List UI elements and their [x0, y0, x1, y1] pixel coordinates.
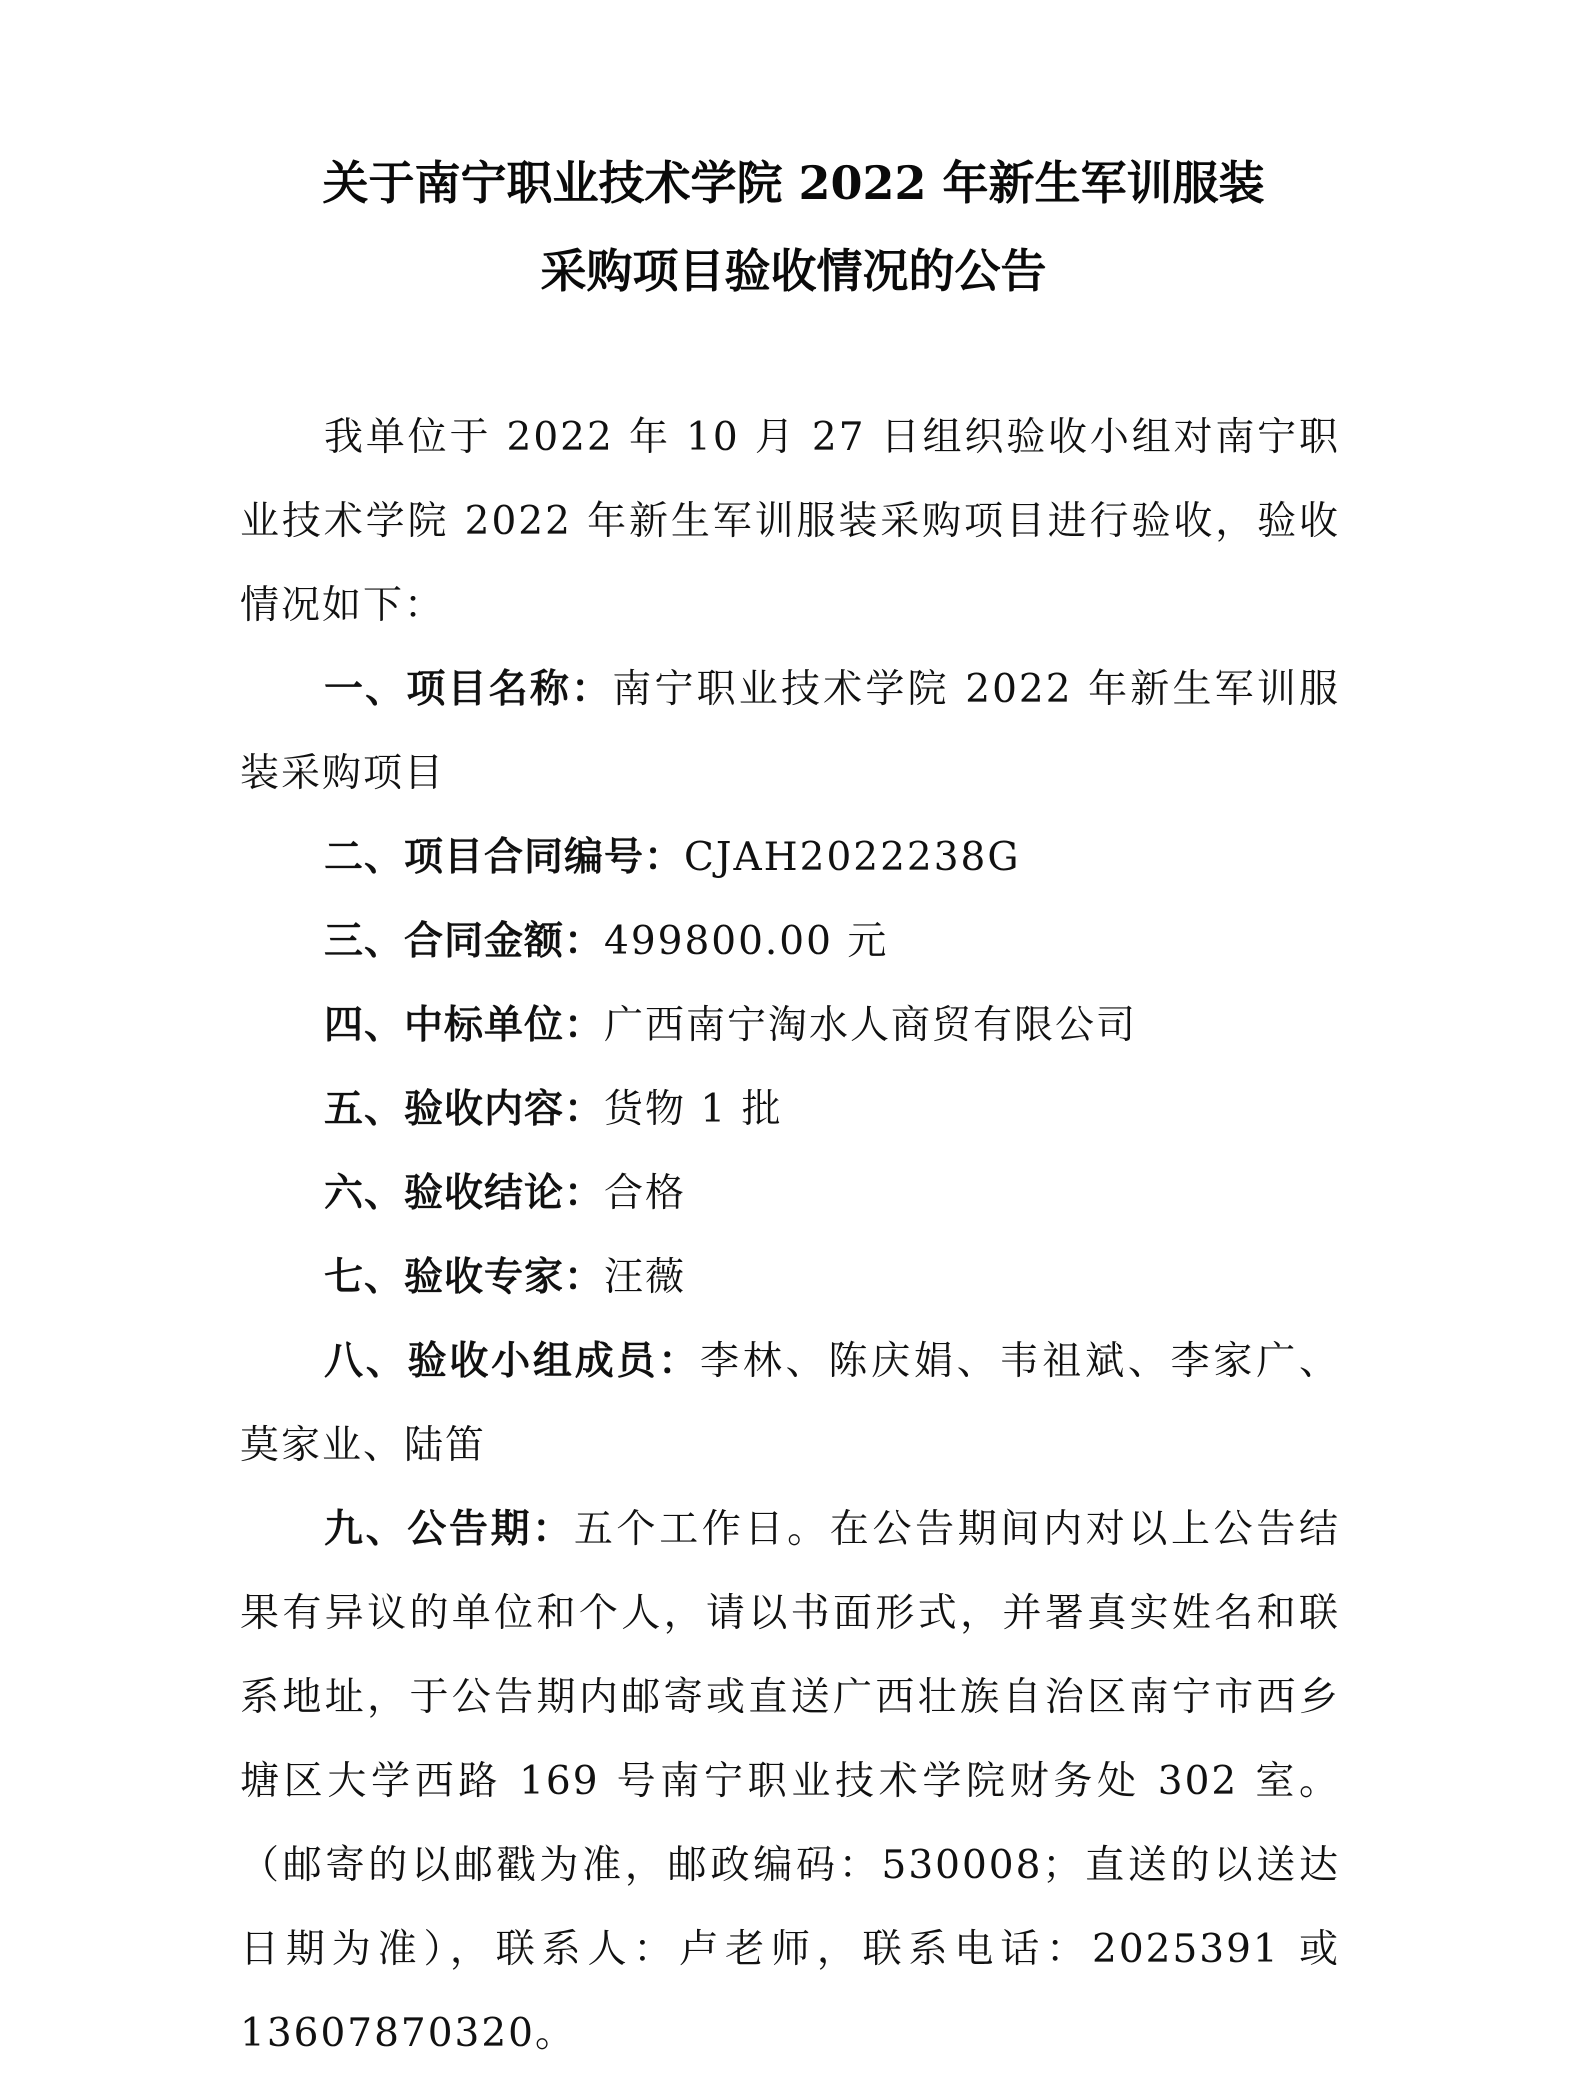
field-value: 南宁职业技术学院 2022 年新生军训服装采购项目 — [240, 667, 1340, 796]
document-title-line-1: 关于南宁职业技术学院 2022 年新生军训服装 — [322, 156, 1265, 210]
field-value: 五个工作日。在公告期间内对以上公告结果有异议的单位和个人，请以书面形式，并署真实姓名和联系地址，于公告期内邮寄或直送广西壮族自治区南宁市西乡塘区大学西路 169 号南宁职业技术学院财务处 302 室。（邮寄的以邮戳为准，邮政编码：530008；直送的以送达日期为准），联系人：卢老师，联系电话：2025391 或 13607870320。 — [240, 1507, 1340, 2056]
intro-paragraph: 我单位于 2022 年 10 月 27 日组织验收小组对南宁职业技术学院 2022 年新生军训服装采购项目进行验收，验收情况如下： — [240, 415, 1340, 628]
field-label: 六、验收结论： — [324, 1171, 605, 1216]
field-label: 八、验收小组成员： — [324, 1339, 701, 1384]
field-notice-period — [240, 1488, 1340, 2076]
field-label: 三、合同金额： — [324, 919, 605, 964]
field-value: 李林、陈庆娟、韦祖斌、李家广、莫家业、陆笛 — [240, 1339, 1340, 1468]
field-contract-number — [240, 816, 1340, 900]
field-contract-amount — [240, 900, 1340, 984]
field-label: 四、中标单位： — [324, 1003, 605, 1048]
field-acceptance-content — [240, 1068, 1340, 1152]
field-value: 汪薇 — [604, 1255, 687, 1300]
field-value: 499800.00 元 — [604, 919, 889, 964]
field-winning-bidder — [240, 984, 1340, 1068]
field-value: 广西南宁淘水人商贸有限公司 — [604, 1003, 1138, 1048]
field-project-name — [240, 648, 1340, 816]
field-label: 二、项目合同编号： — [324, 835, 685, 880]
field-value: CJAH2022238G — [684, 835, 1021, 880]
field-label: 九、公告期： — [324, 1507, 574, 1552]
document-body — [240, 396, 1340, 2076]
field-label: 七、验收专家： — [324, 1255, 605, 1300]
field-label: 五、验收内容： — [324, 1087, 605, 1132]
field-value: 合格 — [604, 1171, 687, 1216]
field-team-members — [240, 1320, 1340, 1488]
document-title-line-2: 采购项目验收情况的公告 — [540, 244, 1047, 298]
field-acceptance-conclusion — [240, 1152, 1340, 1236]
field-value: 货物 1 批 — [604, 1087, 783, 1132]
field-acceptance-expert — [240, 1236, 1340, 1320]
field-label: 一、项目名称： — [324, 667, 613, 712]
